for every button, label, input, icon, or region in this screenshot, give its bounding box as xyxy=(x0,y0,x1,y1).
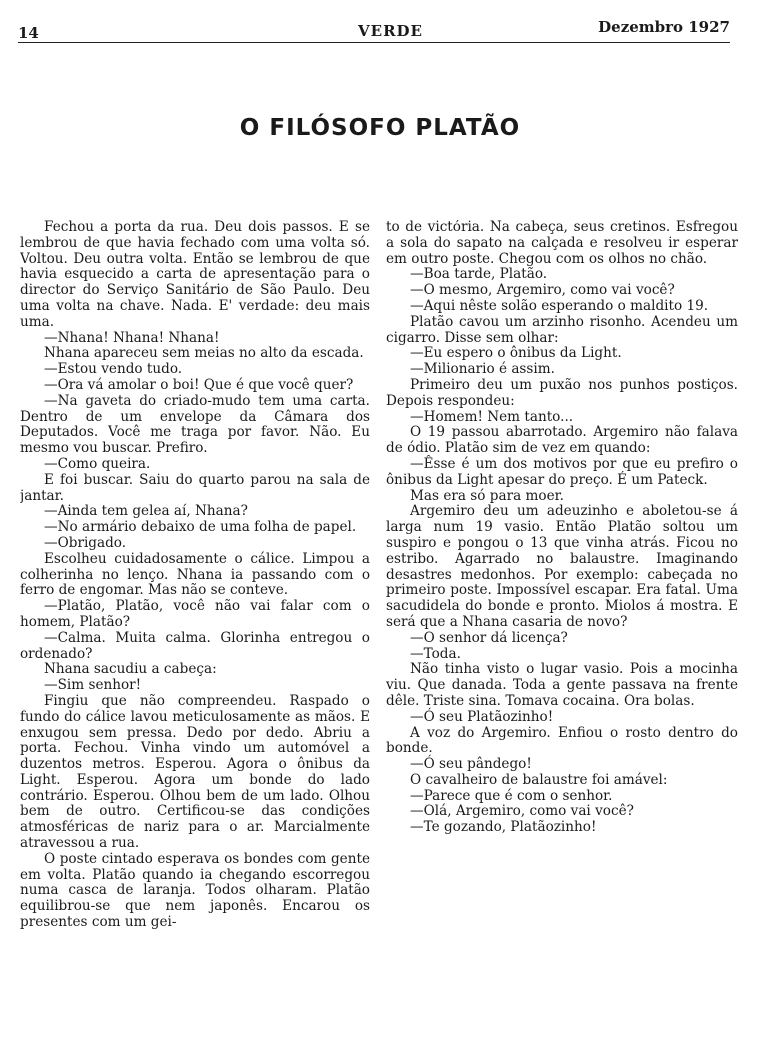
paragraph: O 19 passou abarrotado. Argemiro não falava de ódio. Platão sim de vez em quando: xyxy=(386,424,738,457)
paragraph: —O senhor dá licença? xyxy=(410,629,568,646)
paragraph: Fechou a porta da rua. Deu dois passos. E se lembrou de que havia fechado com uma volta só. Voltou. Deu outra volta. Então se lembrou de que havia esquecido a carta de apresentação para o director do Serviço Sanitário de São Paulo. Deu uma volta na chave. Nada. E' verdade: deu mais uma. xyxy=(20,220,370,330)
paragraph: —Como queira. xyxy=(44,455,151,472)
paragraph: —Calma. Muita calma. Glorinha entregou o ordenado? xyxy=(20,629,370,662)
paragraph: —Sim senhor! xyxy=(44,677,142,694)
issue-date: Dezembro 1927 xyxy=(598,18,730,36)
right-column xyxy=(386,220,738,1040)
paragraph: Não tinha visto o lugar vasio. Pois a mocinha viu. Que danada. Toda a gente passava na frente dêle. Triste sina. Tomava cocaina. Ora bolas. xyxy=(386,661,738,709)
paragraph: A voz do Argemiro. Enfiou o rosto dentro do bonde. xyxy=(386,724,738,757)
page-header xyxy=(18,18,730,44)
paragraph: O cavalheiro de balaustre foi amável: xyxy=(410,771,668,788)
paragraph: —Aqui nêste solão esperando o maldito 19. xyxy=(410,297,709,314)
paragraph: —Toda. xyxy=(410,645,461,662)
paragraph: Argemiro deu um adeuzinho e aboletou-se á larga num 19 vasio. Então Platão soltou um suspiro e pongou o 13 que vinha atrás. Ficou no estribo. Agarrado no balaustre. Imaginando desastres medonhos. Por exemplo: cabeçada no primeiro poste. Impossível escapar. Era fatal. Uma sacudidela do bonde e pronto. Miolos á mostra. E será que a Nhana casaria de novo? xyxy=(386,503,738,630)
paragraph: E foi buscar. Saiu do quarto parou na sala de jantar. xyxy=(20,471,370,504)
paragraph: —Ó seu pândego! xyxy=(410,756,532,773)
paragraph: —Êsse é um dos motivos por que eu prefiro o ônibus da Light apesar do preço. É um Pateck. xyxy=(386,455,738,488)
paragraph: Mas era só para moer. xyxy=(410,487,564,504)
header-rule xyxy=(18,42,730,43)
paragraph: Fingiu que não compreendeu. Raspado o fundo do cálice lavou meticulosamente as mãos. E enxugou sem pressa. Dedo por dedo. Abriu a porta. Fechou. Vinha vindo um automóvel a duzentos metros. Esperou. Agora o ônibus da Light. Esperou. Agora um bonde do lado contrário. Esperou. Olhou bem de um lado. Olhou bem de outro. Certificou-se das condições atmosféricas de nariz para o ar. Marcialmente atravessou a rua. xyxy=(20,692,370,852)
paragraph: Escolheu cuidadosamente o cálice. Limpou a colherinha no lenço. Nhana ia passando com o ferro de engomar. Mas não se conteve. xyxy=(20,550,370,599)
article-title: O FILÓSOFO PLATÃO xyxy=(239,115,521,141)
paragraph: Platão cavou um arzinho risonho. Acendeu um cigarro. Disse sem olhar: xyxy=(386,313,738,346)
paragraph: —Na gaveta do criado-mudo tem uma carta. Dentro de um envelope da Câmara dos Deputados. Você me traga por favor. Não. Eu mesmo vou buscar. Prefiro. xyxy=(20,392,370,457)
paragraph: —Homem! Nem tanto... xyxy=(410,408,574,425)
paragraph: Primeiro deu um puxão nos punhos postiços. Depois respondeu: xyxy=(386,376,738,409)
paragraph: —Parece que é com o senhor. xyxy=(410,787,613,804)
paragraph: —No armário debaixo de uma folha de papel. xyxy=(44,519,357,536)
page-number: 14 xyxy=(18,24,39,42)
paragraph: —Olá, Argemiro, como vai você? xyxy=(410,803,634,820)
paragraph: O poste cintado esperava os bondes com gente em volta. Platão quando ia chegando escorregou numa casca de laranja. Todos olharam. Platão equilibrou-se que nem japonês. Encarou os presentes com um gei- xyxy=(20,850,370,931)
paragraph: —Ainda tem gelea aí, Nhana? xyxy=(44,503,248,520)
paragraph-continued: to de victória. Na cabeça, seus cretinos. Esfregou a sola do sapato na calçada e resolveu ir esperar em outro poste. Chegou com os olhos no chão. xyxy=(386,220,738,267)
paragraph: —Nhana! Nhana! Nhana! xyxy=(44,329,220,346)
paragraph: —Ó seu Platãozinho! xyxy=(410,708,554,725)
paragraph: —Platão, Platão, você não vai falar com o homem, Platão? xyxy=(20,598,370,630)
left-column xyxy=(20,220,370,1040)
paragraph: Nhana apareceu sem meias no alto da escada. xyxy=(44,345,364,362)
paragraph: —Estou vendo tudo. xyxy=(44,361,183,378)
paragraph: —Ora vá amolar o boi! Que é que você quer? xyxy=(44,376,354,393)
paragraph: —Boa tarde, Platão. xyxy=(410,266,548,283)
paragraph: —Eu espero o ônibus da Light. xyxy=(410,345,622,362)
paragraph: Nhana sacudiu a cabeça: xyxy=(44,661,217,678)
paragraph: —O mesmo, Argemiro, como vai você? xyxy=(410,282,675,299)
paragraph: —Obrigado. xyxy=(44,534,127,551)
paragraph: —Milionario é assim. xyxy=(410,361,555,378)
paragraph: —Te gozando, Platãozinho! xyxy=(410,819,597,836)
magazine-name: VERDE xyxy=(358,22,423,40)
